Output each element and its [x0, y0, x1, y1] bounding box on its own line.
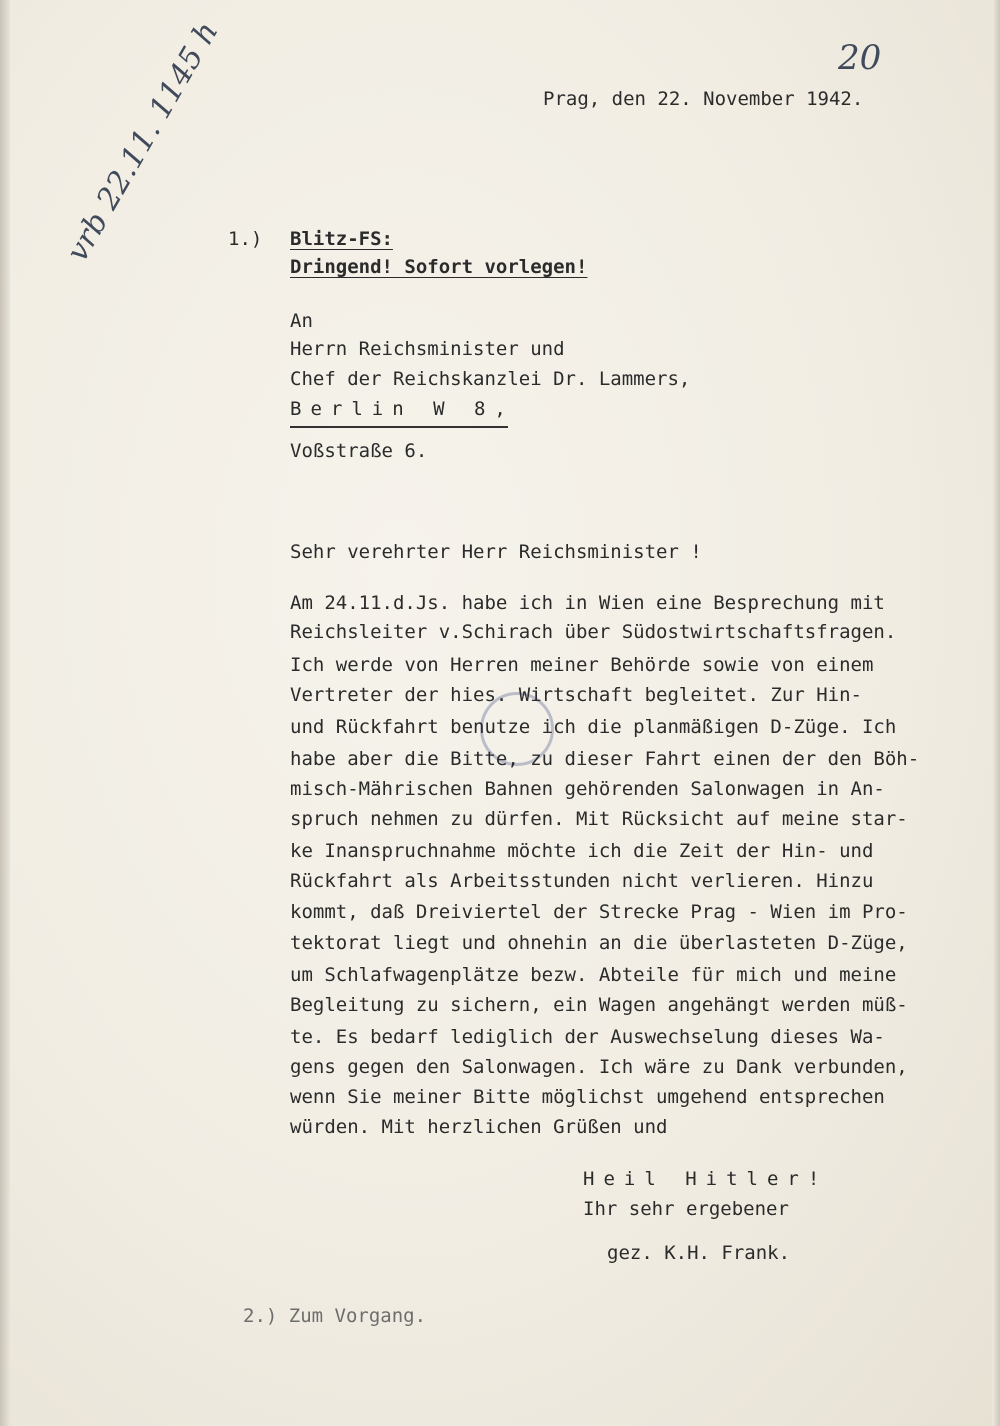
page-edge-right [992, 0, 1000, 1426]
address-line-2: Chef der Reichskanzlei Dr. Lammers, [290, 368, 691, 390]
body-line: würden. Mit herzlichen Grüßen und [290, 1116, 668, 1138]
date-line: Prag, den 22. November 1942. [543, 88, 864, 110]
body-line: tektorat liegt und ohnehin an die überlasteten D-Züge, [290, 932, 908, 954]
body-line: und Rückfahrt benutze ich die planmäßigen D-Züge. Ich [290, 716, 897, 738]
salutation: Sehr verehrter Herr Reichsminister ! [290, 541, 702, 563]
header-line-1: Blitz-FS: [290, 228, 393, 250]
body-line: Am 24.11.d.Js. habe ich in Wien eine Besprechung mit [290, 592, 885, 614]
body-line: Vertreter der hies. Wirtschaft begleitet. Zur Hin- [290, 684, 862, 706]
address-an: An [290, 310, 313, 332]
body-line: te. Es bedarf lediglich der Auswechselung dieses Wa- [290, 1026, 885, 1048]
body-line: misch-Mährischen Bahnen gehörenden Salonwagen in An- [290, 778, 885, 800]
address-underline [290, 426, 508, 428]
margin-handwritten-note: vrb 22.11. 1145 h [60, 15, 226, 268]
body-line: habe aber die Bitte, zu dieser Fahrt einen der den Böh- [290, 748, 920, 770]
body-line: Begleitung zu sichern, ein Wagen angehängt werden müß- [290, 994, 908, 1016]
body-line: kommt, daß Dreiviertel der Strecke Prag - Wien im Pro- [290, 901, 908, 923]
item-1-number: 1.) [228, 228, 263, 250]
body-line: um Schlafwagenplätze bezw. Abteile für mich und meine [290, 964, 897, 986]
item-2-note: 2.) Zum Vorgang. [243, 1305, 427, 1327]
address-city: Berlin W 8, [290, 398, 515, 420]
body-line: gens gegen den Salonwagen. Ich wäre zu Dank verbunden, [290, 1056, 908, 1078]
address-line-1: Herrn Reichsminister und [290, 338, 565, 360]
body-line: Reichsleiter v.Schirach über Südostwirtschaftsfragen. [290, 621, 897, 643]
body-line: wenn Sie meiner Bitte möglichst umgehend entsprechen [290, 1086, 885, 1108]
body-line: Rückfahrt als Arbeitsstunden nicht verlieren. Hinzu [290, 870, 874, 892]
closing-ergebener: Ihr sehr ergebener [583, 1198, 789, 1220]
address-street: Voßstraße 6. [290, 440, 428, 462]
signature-line: gez. K.H. Frank. [607, 1242, 791, 1264]
body-line: spruch nehmen zu dürfen. Mit Rücksicht auf meine star- [290, 808, 908, 830]
header-line-2: Dringend! Sofort vorlegen! [290, 256, 588, 278]
body-line: ke Inanspruchnahme möchte ich die Zeit der Hin- und [290, 840, 874, 862]
closing-heil: Heil Hitler! [583, 1168, 829, 1190]
body-line: Ich werde von Herren meiner Behörde sowie von einem [290, 654, 874, 676]
page-edge-left [0, 0, 10, 1426]
page-number: 20 [838, 38, 882, 78]
